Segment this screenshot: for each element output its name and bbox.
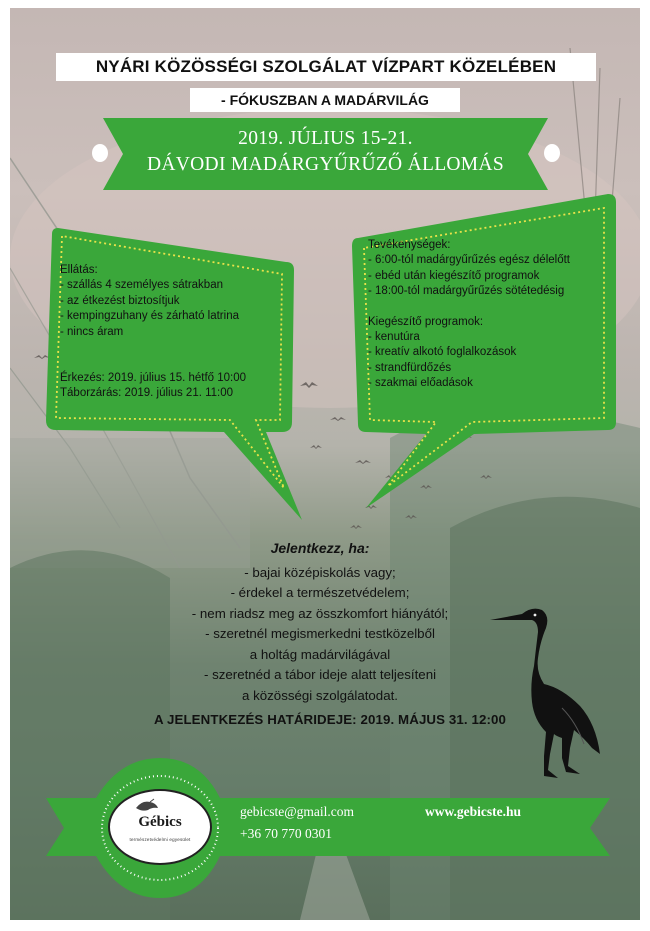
closing-time: Táborzárás: 2019. július 21. 11:00 [60, 387, 234, 400]
page-title: NYÁRI KÖZÖSSÉGI SZOLGÁLAT VÍZPART KÖZELÉBEN [56, 53, 596, 81]
apply-line: - érdekel a természetvédelem; [230, 585, 410, 600]
apply-line: - szeretnél megismerkedni testközelből [205, 626, 435, 641]
page-subtitle: - FÓKUSZBAN A MADÁRVILÁG [190, 88, 460, 112]
extra-program-item: - kenutúra [368, 331, 420, 344]
logo-text: Gébics [138, 814, 182, 830]
extra-program-item: - strandfürdőzés [368, 361, 452, 374]
apply-line: a közösségi szolgálatodat. [242, 687, 398, 703]
website-link[interactable]: www.gebicste.hu [425, 804, 522, 819]
extra-program-item: - szakmai előadások [368, 377, 473, 390]
poster [10, 8, 640, 920]
supply-heading: Ellátás: [60, 264, 98, 276]
ribbon-place: DÁVODI MADÁRGYŰRŰZŐ ÁLLOMÁS [147, 154, 504, 175]
activity-item: - 6:00-tól madárgyűrűzés egész délelőtt [368, 254, 570, 267]
ribbon-date: 2019. JÚLIUS 15-21. [238, 128, 413, 149]
apply-line: - szeretnéd a tábor ideje alatt teljesíteni [203, 667, 437, 682]
apply-line: - bajai középiskolás vagy; [244, 564, 396, 580]
extra-program-item: - kreatív alkotó foglalkozások [368, 346, 517, 359]
activity-item: - 18:00-tól madárgyűrűzés sötétedésig [368, 285, 565, 298]
logo-subtext: természetvédelmi egyesület [129, 837, 191, 842]
right-bubble-text [368, 238, 570, 392]
apply-conditions [110, 538, 530, 706]
apply-line: a holtág madárvilágával [249, 646, 391, 662]
apply-heading: Jelentkezz, ha: [270, 540, 370, 556]
activity-item: - ebéd után kiegészítő programok [368, 269, 540, 282]
supply-item: - nincs áram [60, 325, 124, 338]
ribbon-text [103, 126, 548, 178]
contact-email[interactable]: gebicste@gmail.com [240, 804, 355, 819]
supply-item: - kempingzuhany és zárható latrina [60, 310, 239, 323]
deadline-text: A JELENTKEZÉS HATÁRIDEJE: 2019. MÁJUS 31. 12:00 [153, 712, 506, 727]
left-bubble-text [60, 263, 246, 402]
contact-phone[interactable]: +36 70 770 0301 [240, 826, 332, 841]
apply-line: - nem riadsz meg az összkomfort hiányától; [191, 605, 449, 621]
arrival-time: Érkezés: 2019. július 15. hétfő 10:00 [60, 372, 247, 385]
supply-item: - szállás 4 személyes sátrakban [60, 279, 223, 292]
supply-item: - az étkezést biztosítjuk [60, 294, 180, 307]
extra-programs-heading: Kiegészítő programok: [368, 315, 484, 328]
activities-heading: Tevékenységek: [368, 239, 451, 251]
